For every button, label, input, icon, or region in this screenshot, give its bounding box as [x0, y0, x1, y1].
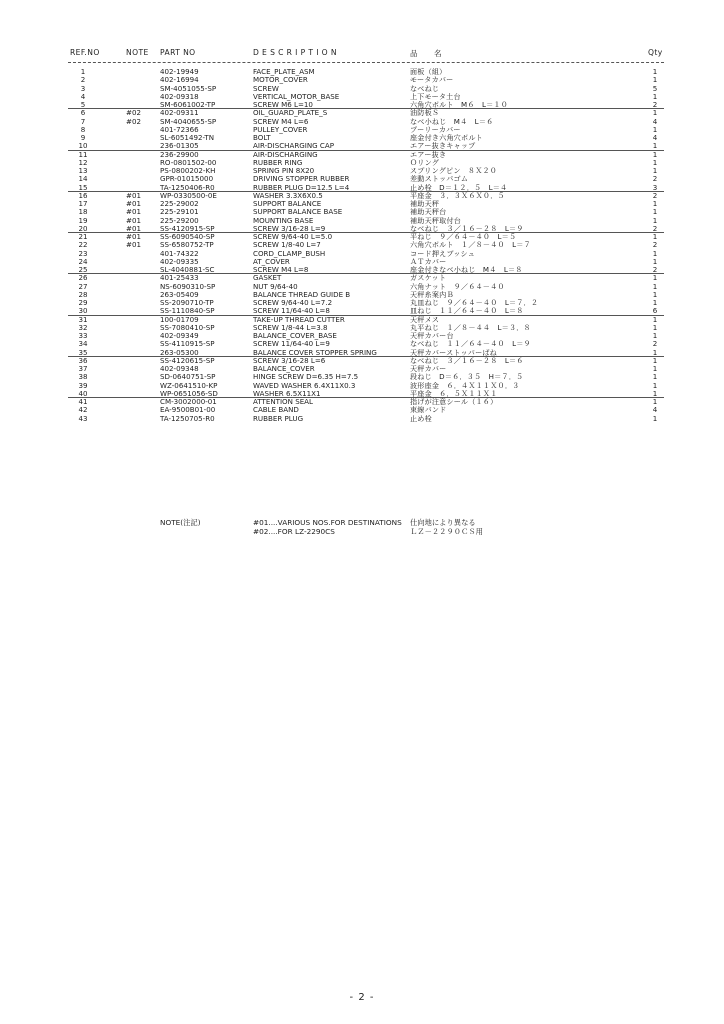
cell-description: RUBBER RING [253, 157, 303, 167]
cell-note: #01 [126, 232, 141, 241]
cell-qty: 1 [652, 273, 658, 283]
cell-part-no: PS-0800202-KH [160, 166, 216, 175]
cell-qty: 1 [652, 347, 658, 357]
cell-qty: 1 [652, 256, 658, 266]
cell-jp-name: 天秤メス [410, 314, 440, 324]
cell-jp-name: 指げが注意シール（１６） [410, 397, 498, 406]
cell-description: AIR-DISCHARGING [253, 149, 318, 159]
cell-ref-no: 4 [80, 91, 86, 101]
note-02-en: #02....FOR LZ-2290CS [253, 527, 335, 536]
cell-qty: 1 [652, 75, 658, 85]
table-row [0, 382, 724, 390]
cell-jp-name: 座金付き六角穴ボルト [410, 133, 483, 142]
cell-ref-no: 29 [78, 298, 88, 307]
header-note: NOTE [126, 48, 149, 57]
table-row [0, 266, 724, 274]
cell-ref-no: 32 [78, 322, 88, 332]
cell-part-no: SS-1110840-SP [160, 306, 215, 316]
cell-description: SCREW 9/64-40 L=7.2 [253, 298, 333, 307]
cell-ref-no: 23 [78, 248, 88, 258]
cell-description: BALANCE_COVER [253, 364, 315, 373]
cell-description: PULLEY_COVER [253, 124, 308, 134]
cell-ref-no: 42 [78, 405, 88, 415]
cell-ref-no: 36 [78, 355, 88, 365]
cell-ref-no: 39 [78, 380, 88, 390]
cell-qty: 1 [652, 289, 658, 299]
cell-part-no: SL-4040881-SC [160, 265, 215, 274]
note-02-jp: ＬＺ－２２９０ＣＳ用 [410, 527, 483, 536]
cell-qty: 1 [652, 380, 658, 390]
cell-description: AIR-DISCHARGING CAP [253, 141, 335, 151]
table-row [0, 291, 724, 299]
note-01-en: #01....VARIOUS NOS.FOR DESTINATIONS [253, 518, 402, 527]
cell-description: CABLE BAND [253, 405, 299, 415]
cell-jp-name: 止め栓 D＝１２．５ L＝４ [410, 182, 508, 192]
cell-jp-name: 止め栓 [410, 413, 432, 423]
cell-note: #02 [126, 108, 141, 118]
cell-qty: 1 [652, 322, 658, 332]
cell-part-no: EA-9500B01-00 [160, 405, 216, 415]
note-01-jp: 仕向地により異なる [410, 518, 476, 527]
cell-description: SUPPORT BALANCE BASE [253, 207, 343, 217]
cell-description: RUBBER PLUG [253, 413, 304, 423]
table-row [0, 101, 724, 109]
cell-part-no: 225-29101 [160, 207, 199, 217]
table-row [0, 93, 724, 101]
cell-ref-no: 16 [78, 190, 88, 200]
cell-jp-name: 天秤カバー台 [410, 331, 454, 340]
table-row [0, 406, 724, 414]
cell-qty: 1 [652, 124, 658, 134]
cell-qty: 2 [652, 223, 658, 233]
table-row [0, 233, 724, 241]
cell-description: SCREW 1/8-44 L=3.8 [253, 322, 328, 332]
cell-ref-no: 20 [78, 223, 88, 233]
cell-jp-name: 油防板Ｓ [410, 108, 440, 118]
cell-part-no: 263-05409 [160, 289, 199, 299]
cell-qty: 1 [652, 355, 658, 365]
cell-part-no: WZ-0641510-KP [160, 380, 218, 390]
cell-part-no: 225-29002 [160, 199, 199, 208]
table-row [0, 307, 724, 315]
cell-part-no: 402-09335 [160, 256, 199, 266]
header-part-no: PART NO [160, 48, 196, 57]
cell-ref-no: 24 [78, 256, 88, 266]
cell-jp-name: 天秤カバーストッパーばね [410, 347, 497, 357]
cell-part-no: SS-6580752-TP [160, 240, 214, 250]
cell-qty: 2 [652, 265, 658, 274]
cell-note: #01 [126, 207, 141, 217]
cell-ref-no: 18 [78, 207, 88, 217]
cell-qty: 1 [652, 331, 658, 340]
cell-part-no: 402-16994 [160, 75, 199, 85]
cell-qty: 1 [652, 67, 658, 76]
cell-ref-no: 30 [78, 306, 88, 316]
cell-part-no: SM-4040655-SP [160, 116, 217, 126]
table-row [0, 184, 724, 192]
table-row [0, 357, 724, 365]
table-row [0, 142, 724, 150]
table-row [0, 109, 724, 117]
cell-part-no: WP-0330500-0E [160, 190, 217, 200]
table-row [0, 126, 724, 134]
cell-jp-name: ガスケット [410, 273, 447, 283]
cell-qty: 1 [652, 215, 658, 225]
cell-part-no: NS-6090310-SP [160, 281, 216, 291]
table-row [0, 217, 724, 225]
cell-jp-name: モータカバー [410, 75, 454, 85]
cell-part-no: WP-0651056-SD [160, 388, 218, 398]
cell-note: #01 [126, 240, 141, 250]
cell-part-no: 401-72366 [160, 124, 199, 134]
cell-description: HINGE SCREW D=6.35 H=7.5 [253, 372, 359, 382]
cell-ref-no: 37 [78, 364, 88, 373]
table-row [0, 85, 724, 93]
cell-part-no: SD-0640751-SP [160, 372, 216, 382]
cell-jp-name: 段ねじ D＝６．３５ H＝７．５ [410, 372, 524, 382]
cell-description: SCREW 11/64-40 L=9 [253, 339, 330, 349]
cell-qty: 2 [652, 339, 658, 349]
cell-description: SCREW M4 L=8 [253, 265, 309, 274]
cell-ref-no: 27 [78, 281, 88, 291]
cell-jp-name: なべねじ ３／１６－２８ L＝９ [410, 223, 524, 233]
cell-description: SCREW 3/16-28 L=6 [253, 355, 326, 365]
cell-part-no: GPR-01015000 [160, 174, 214, 184]
cell-description: DRIVING STOPPER RUBBER [253, 174, 350, 184]
cell-part-no: 100-01709 [160, 314, 199, 324]
cell-ref-no: 31 [78, 314, 88, 324]
cell-jp-name: 六角穴ボルト M６ L＝１０ [410, 100, 508, 109]
cell-part-no: 236-29900 [160, 149, 199, 159]
cell-jp-name: 補助天秤台 [410, 207, 447, 217]
cell-part-no: 225-29200 [160, 215, 199, 225]
cell-part-no: SM-4051055-SP [160, 83, 217, 93]
cell-note: #01 [126, 199, 141, 208]
cell-part-no: SS-2090710-TP [160, 298, 214, 307]
cell-qty: 1 [652, 207, 658, 217]
cell-description: SPRING PIN 8X20 [253, 166, 315, 175]
cell-ref-no: 17 [78, 199, 88, 208]
cell-ref-no: 26 [78, 273, 88, 283]
cell-part-no: SS-7080410-SP [160, 322, 215, 332]
table-row [0, 76, 724, 84]
cell-part-no: SM-6061002-TP [160, 100, 216, 109]
cell-qty: 4 [652, 133, 658, 142]
cell-description: OIL_GUARD_PLATE_S [253, 108, 328, 118]
cell-part-no: 236-01305 [160, 141, 199, 151]
cell-qty: 3 [652, 182, 658, 192]
cell-description: TAKE-UP THREAD CUTTER [253, 314, 345, 324]
cell-ref-no: 40 [78, 388, 88, 398]
cell-description: RUBBER PLUG D=12.5 L=4 [253, 182, 350, 192]
header-jp-name: 品 名 [410, 49, 442, 58]
cell-jp-name: 六角ナット ９／６４－４０ [410, 281, 505, 291]
cell-qty: 1 [652, 372, 658, 382]
cell-ref-no: 9 [80, 133, 86, 142]
table-row [0, 398, 724, 406]
cell-qty: 2 [652, 240, 658, 250]
cell-ref-no: 15 [78, 182, 88, 192]
cell-jp-name: 丸皿ねじ ９／６４－４０ L＝７．２ [410, 298, 539, 307]
cell-qty: 1 [652, 108, 658, 118]
cell-ref-no: 6 [80, 108, 86, 118]
cell-ref-no: 1 [80, 67, 86, 76]
cell-qty: 1 [652, 413, 658, 423]
cell-ref-no: 28 [78, 289, 88, 299]
cell-part-no: TA-1250705-R0 [160, 413, 215, 423]
table-row [0, 118, 724, 126]
table-row [0, 283, 724, 291]
cell-part-no: 402-09349 [160, 331, 199, 340]
parts-table-body [0, 68, 724, 423]
cell-qty: 1 [652, 232, 658, 241]
header-divider [68, 62, 664, 63]
cell-description: WASHER 6.5X11X1 [253, 388, 321, 398]
cell-jp-name: 平座金 ６．５Ｘ１１Ｘ１ [410, 388, 498, 398]
cell-description: SCREW [253, 83, 279, 93]
cell-part-no: SL-6051492-TN [160, 133, 215, 142]
cell-part-no: 402-09318 [160, 91, 199, 101]
cell-jp-name: 波形座金 ６．４Ｘ１１Ｘ０．３ [410, 380, 520, 390]
table-header [0, 48, 724, 60]
table-row [0, 167, 724, 175]
table-row [0, 415, 724, 423]
notes-label: NOTE(注記) [160, 518, 201, 527]
cell-description: SUPPORT BALANCE [253, 199, 322, 208]
cell-jp-name: 六角穴ボルト １／８－４０ L＝７ [410, 240, 531, 250]
cell-jp-name: 丸平ねじ １／８－４４ L＝３．８ [410, 322, 531, 332]
cell-qty: 2 [652, 100, 658, 109]
cell-jp-name: 上下モータ土台 [410, 91, 461, 101]
cell-jp-name: 差動ストッパゴム [410, 174, 469, 184]
cell-part-no: CM-3002000-01 [160, 397, 217, 406]
cell-ref-no: 19 [78, 215, 88, 225]
cell-ref-no: 5 [80, 100, 86, 109]
cell-ref-no: 2 [80, 75, 86, 85]
table-row [0, 373, 724, 381]
cell-qty: 6 [652, 306, 658, 316]
table-row [0, 349, 724, 357]
cell-qty: 1 [652, 298, 658, 307]
cell-qty: 1 [652, 397, 658, 406]
table-row [0, 274, 724, 282]
cell-qty: 1 [652, 199, 658, 208]
cell-ref-no: 11 [78, 149, 88, 159]
cell-note: #02 [126, 116, 141, 126]
cell-jp-name: Ｏリング [410, 157, 440, 167]
cell-qty: 1 [652, 364, 658, 373]
header-description: D E S C R I P T I O N [253, 48, 337, 57]
table-row [0, 225, 724, 233]
table-row [0, 316, 724, 324]
cell-part-no: 401-25433 [160, 273, 199, 283]
header-qty: Qty [648, 48, 663, 57]
cell-description: WASHER 3.3X6X0.5 [253, 190, 323, 200]
table-row [0, 299, 724, 307]
cell-qty: 1 [652, 91, 658, 101]
cell-qty: 1 [652, 281, 658, 291]
cell-qty: 1 [652, 248, 658, 258]
cell-qty: 1 [652, 388, 658, 398]
cell-part-no: 402-09348 [160, 364, 199, 373]
cell-part-no: SS-4120915-SP [160, 223, 215, 233]
cell-qty: 1 [652, 314, 658, 324]
cell-note: #01 [126, 223, 141, 233]
table-row [0, 258, 724, 266]
cell-ref-no: 21 [78, 232, 88, 241]
cell-jp-name: コード押えブッシュ [410, 248, 476, 258]
table-row [0, 192, 724, 200]
cell-description: WAVED WASHER 6.4X11X0.3 [253, 380, 356, 390]
table-row [0, 365, 724, 373]
cell-qty: 1 [652, 157, 658, 167]
cell-qty: 4 [652, 116, 658, 126]
cell-description: ATTENTION SEAL [253, 397, 313, 406]
cell-jp-name: 平ねじ ９／６４－４０ L＝５ [410, 232, 517, 241]
cell-jp-name: エアー抜きキャップ [410, 141, 476, 151]
cell-jp-name: 天秤糸案内Ｂ [410, 289, 454, 299]
cell-note: #01 [126, 190, 141, 200]
cell-part-no: TA-1250406-R0 [160, 182, 215, 192]
table-row [0, 200, 724, 208]
cell-jp-name: 天秤カバー [410, 364, 447, 373]
cell-note: #01 [126, 215, 141, 225]
cell-ref-no: 35 [78, 347, 88, 357]
cell-description: BALANCE COVER STOPPER SPRING [253, 347, 377, 357]
cell-qty: 1 [652, 149, 658, 159]
table-row [0, 208, 724, 216]
cell-description: BALANCE_COVER_BASE [253, 331, 337, 340]
cell-qty: 1 [652, 141, 658, 151]
table-row [0, 241, 724, 249]
table-row [0, 390, 724, 398]
cell-jp-name: なべねじ [410, 83, 440, 93]
cell-ref-no: 38 [78, 372, 88, 382]
table-row [0, 68, 724, 76]
cell-jp-name: ＡＴカバー [410, 256, 447, 266]
cell-jp-name: 座金付きなべ小ねじ M４ L＝８ [410, 265, 523, 274]
cell-description: CORD_CLAMP_BUSH [253, 248, 326, 258]
cell-part-no: SS-4120615-SP [160, 355, 215, 365]
cell-jp-name: 補助天秤取付台 [410, 215, 462, 225]
table-row [0, 250, 724, 258]
cell-qty: 2 [652, 190, 658, 200]
cell-part-no: 263-05300 [160, 347, 199, 357]
cell-description: SCREW M4 L=6 [253, 116, 309, 126]
cell-description: FACE_PLATE_ASM [253, 67, 315, 76]
cell-ref-no: 33 [78, 331, 88, 340]
table-row [0, 324, 724, 332]
cell-ref-no: 3 [80, 83, 86, 93]
cell-ref-no: 34 [78, 339, 88, 349]
cell-qty: 5 [652, 83, 658, 93]
cell-jp-name: 補助天秤 [410, 199, 440, 208]
table-row [0, 175, 724, 183]
cell-description: SCREW 3/16-28 L=9 [253, 223, 326, 233]
cell-description: BALANCE THREAD GUIDE B [253, 289, 351, 299]
cell-jp-name: なべねじ １１／６４－４０ L＝９ [410, 339, 531, 349]
cell-description: NUT 9/64-40 [253, 281, 298, 291]
cell-jp-name: スプリングピン ８Ｘ２０ [410, 166, 498, 175]
cell-jp-name: 皿ねじ １１／６４－４０ L＝８ [410, 306, 524, 316]
table-row [0, 151, 724, 159]
cell-ref-no: 25 [78, 265, 88, 274]
cell-qty: 1 [652, 166, 658, 175]
table-row [0, 332, 724, 340]
cell-description: MOUNTING BASE [253, 215, 314, 225]
cell-part-no: SS-6090540-SP [160, 232, 215, 241]
cell-part-no: 402-09311 [160, 108, 199, 118]
cell-part-no: SS-4110915-SP [160, 339, 215, 349]
cell-jp-name: 平座金 ３．３Ｘ６Ｘ０．５ [410, 190, 505, 200]
header-ref-no: REF.NO [70, 48, 100, 57]
cell-description: SCREW 1/8-40 L=7 [253, 240, 321, 250]
table-row [0, 134, 724, 142]
cell-qty: 4 [652, 405, 658, 415]
cell-ref-no: 8 [80, 124, 86, 134]
cell-part-no: 401-74322 [160, 248, 199, 258]
cell-jp-name: なべねじ ３／１６－２８ L＝６ [410, 355, 524, 365]
cell-ref-no: 12 [78, 157, 88, 167]
cell-jp-name: なべ小ねじ M４ L＝６ [410, 116, 494, 126]
cell-description: SCREW 9/64-40 L=5.0 [253, 232, 333, 241]
cell-ref-no: 14 [78, 174, 88, 184]
page-number: - 2 - [349, 992, 375, 1003]
cell-description: BOLT [253, 133, 271, 142]
cell-ref-no: 22 [78, 240, 88, 250]
cell-description: AT_COVER [253, 256, 290, 266]
cell-description: VERTICAL_MOTOR_BASE [253, 91, 340, 101]
cell-qty: 2 [652, 174, 658, 184]
cell-description: GASKET [253, 273, 282, 283]
cell-part-no: 402-19949 [160, 67, 199, 76]
cell-part-no: RO-0801502-00 [160, 157, 217, 167]
cell-ref-no: 7 [80, 116, 86, 126]
cell-description: MOTOR_COVER [253, 75, 308, 85]
cell-jp-name: プーリーカバー [410, 124, 461, 134]
cell-jp-name: エアー抜き [410, 149, 447, 159]
cell-ref-no: 10 [78, 141, 88, 151]
table-row [0, 159, 724, 167]
cell-jp-name: 面板（組） [410, 67, 447, 76]
cell-description: SCREW M6 L=10 [253, 100, 313, 109]
cell-jp-name: 束線バンド [410, 405, 447, 415]
cell-ref-no: 41 [78, 397, 88, 406]
cell-ref-no: 13 [78, 166, 88, 175]
cell-description: SCREW 11/64-40 L=8 [253, 306, 330, 316]
cell-ref-no: 43 [78, 413, 88, 423]
